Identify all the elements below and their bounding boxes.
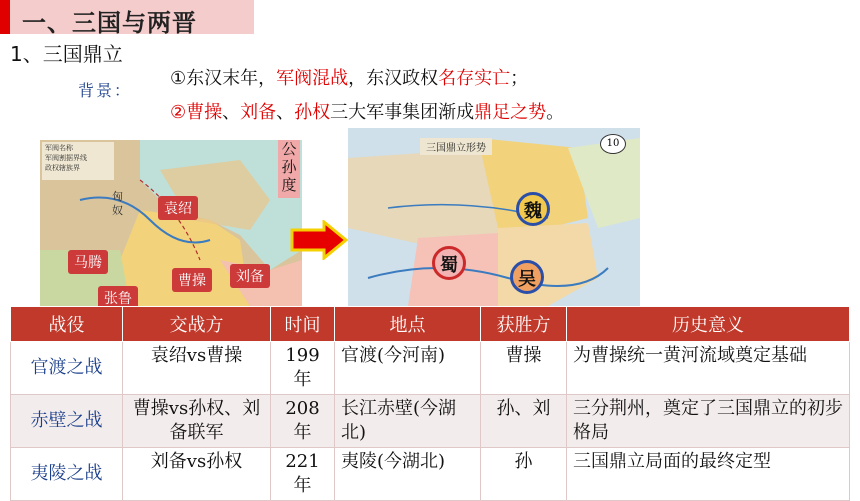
battle-name: 夷陵之战 <box>11 448 123 501</box>
three-kingdoms-map-terrain <box>348 128 640 306</box>
table-header-row <box>11 307 850 342</box>
table-row <box>11 448 850 501</box>
column-header: 历史意义 <box>567 307 850 342</box>
battle-winner: 孙 <box>481 448 567 501</box>
battle-significance: 三国鼎立局面的最终定型 <box>567 448 850 501</box>
section-heading: 1、三国鼎立 <box>10 42 123 66</box>
battle-name: 赤壁之战 <box>11 395 123 448</box>
column-header: 战役 <box>11 307 123 342</box>
map-legend <box>42 142 114 180</box>
battle-winner: 曹操 <box>481 342 567 395</box>
map-label-ma-teng: 马腾 <box>68 250 108 274</box>
background-point-2: ②曹操、刘备、孙权三大军事集团渐成鼎足之势。 <box>170 102 565 123</box>
battle-year: 221年 <box>271 448 335 501</box>
kingdom-wei: 魏 <box>516 192 550 226</box>
column-header: 时间 <box>271 307 335 342</box>
battle-name: 官渡之战 <box>11 342 123 395</box>
column-header: 地点 <box>335 307 481 342</box>
map-label-liu-bei: 刘备 <box>230 264 270 288</box>
battles-table <box>10 306 850 501</box>
belligerents: 刘备vs孙权 <box>123 448 271 501</box>
belligerents: 曹操vs孙权、刘备联军 <box>123 395 271 448</box>
battle-year: 208年 <box>271 395 335 448</box>
warlords-map <box>40 140 302 306</box>
table-row <box>11 395 850 448</box>
column-header: 获胜方 <box>481 307 567 342</box>
page-title: 一、三国与两晋 <box>22 9 197 37</box>
map-label-gongsun-du: 公孙度 <box>278 140 300 198</box>
battle-significance: 为曹操统一黄河流域奠定基础 <box>567 342 850 395</box>
map-title: 三国鼎立形势 <box>420 138 492 155</box>
column-header: 交战方 <box>123 307 271 342</box>
background-label: 背景： <box>78 81 133 100</box>
battle-location: 夷陵(今湖北) <box>335 448 481 501</box>
title-accent <box>0 0 10 34</box>
map-number: 10 <box>600 134 626 154</box>
legend-item: 军阀名称 <box>45 144 73 152</box>
battle-year: 199年 <box>271 342 335 395</box>
battle-location: 长江赤壁(今湖北) <box>335 395 481 448</box>
right-arrow-icon <box>290 220 350 260</box>
battle-winner: 孙、刘 <box>481 395 567 448</box>
battle-significance: 三分荆州，奠定了三国鼎立的初步格局 <box>567 395 850 448</box>
map-label-yuan-shao: 袁绍 <box>158 196 198 220</box>
title-bar <box>0 0 254 37</box>
map-label-xiongnu: 匈奴 <box>112 190 123 217</box>
battle-location: 官渡(今河南) <box>335 342 481 395</box>
kingdom-shu: 蜀 <box>432 246 466 280</box>
legend-item: 政权辖族界 <box>45 164 80 172</box>
background-point-1: ①东汉末年，军阀混战，东汉政权名存实亡； <box>170 68 529 89</box>
table-row <box>11 342 850 395</box>
map-label-cao-cao: 曹操 <box>172 268 212 292</box>
belligerents: 袁绍vs曹操 <box>123 342 271 395</box>
kingdom-wu: 吴 <box>510 260 544 294</box>
map-label-zhang-lu: 张鲁 <box>98 286 138 306</box>
three-kingdoms-map <box>348 128 640 306</box>
legend-item: 军阀割据界线 <box>45 154 87 162</box>
